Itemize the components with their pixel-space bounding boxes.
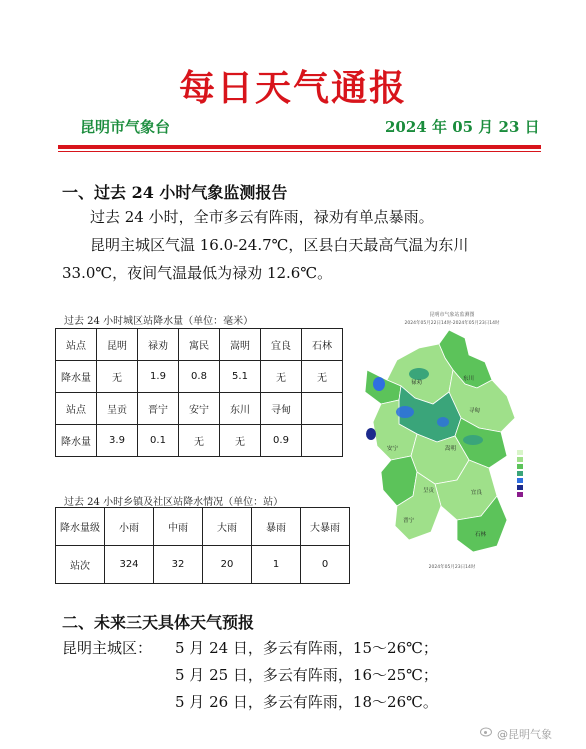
legend-swatch [517,450,523,455]
table-cell: 20 [203,546,252,584]
legend-swatch [517,457,523,462]
table-cell: 嵩明 [220,329,261,361]
map-title: 昆明市气象站监测图 [429,312,475,318]
table-cell: 大暴雨 [301,508,350,546]
table-cell: 站点 [56,393,97,425]
township-precip-table [55,507,350,584]
header-divider-thick [58,145,541,149]
map-footer: 2024年05月23日14时 [428,565,476,570]
table-cell: 1.9 [138,361,179,393]
map-label: 东川 [463,376,475,382]
map-label: 晋宁 [403,518,415,524]
map-label: 寻甸 [469,408,481,414]
table-cell: 呈贡 [97,393,138,425]
table-cell: 无 [261,361,302,393]
report-title: 每日天气通报 [178,67,407,109]
map-rain-patch [396,406,414,418]
weibo-icon [480,725,494,737]
legend-swatch [517,464,523,469]
table-cell: 宜良 [261,329,302,361]
city-precip-table [55,328,343,457]
section1-heading: 一、过去 24 小时气象监测报告 [62,183,288,202]
table-cell: 3.9 [97,425,138,457]
forecast-day1: 5 月 24 日，多云有阵雨，15～26℃； [175,639,438,657]
table-row [56,393,343,425]
table-cell: 中雨 [154,508,203,546]
legend-swatch [517,485,523,490]
map-label: 呈贡 [423,488,435,494]
table-cell: 无 [97,361,138,393]
forecast-prefix: 昆明主城区： [62,639,153,657]
table-cell: 无 [302,361,343,393]
legend-swatch [517,471,523,476]
forecast-day3: 5 月 26 日，多云有阵雨，18～26℃。 [175,693,438,711]
table-cell: 寻甸 [261,393,302,425]
map-label: 宜良 [471,490,483,496]
map-rain-patch [437,417,449,427]
issuer-name: 昆明市气象台 [80,118,171,136]
table-cell: 大雨 [203,508,252,546]
map-label: 嵩明 [445,446,457,452]
legend-swatch [517,492,523,497]
table-cell: 晋宁 [138,393,179,425]
table-cell: 安宁 [179,393,220,425]
report-date: 2024 年 05 月 23 日 [385,118,540,136]
table-cell: 昆明 [97,329,138,361]
table-cell: 站次 [56,546,105,584]
table-cell: 32 [154,546,203,584]
table-cell [302,393,343,425]
table1-caption: 过去 24 小时城区站降水量（单位：毫米） [64,316,254,327]
table-cell: 0 [301,546,350,584]
table-cell [302,425,343,457]
table-cell: 降水量 [56,361,97,393]
header-divider-thin [58,151,541,152]
table-cell: 5.1 [220,361,261,393]
map-subtitle: 2024年05月22日14时-2024年05月23日14时 [404,321,500,326]
table-row [56,425,343,457]
table-row [56,546,350,584]
table-cell: 寓民 [179,329,220,361]
table-row [56,508,350,546]
map-legend [517,450,523,497]
map-rain-patch [463,435,483,445]
section1-line2: 昆明主城区气温 16.0-24.7℃，区县白天最高气温为东川 [90,236,469,254]
legend-swatch [517,478,523,483]
table-cell: 禄劝 [138,329,179,361]
table-cell: 站点 [56,329,97,361]
precipitation-map [357,300,547,580]
table-cell: 东川 [220,393,261,425]
table-cell: 无 [220,425,261,457]
table-cell: 0.8 [179,361,220,393]
map-rain-patch [409,368,429,380]
section2-heading: 二、未来三天具体天气预报 [62,613,255,632]
table-cell: 降水量 [56,425,97,457]
table-cell: 0.1 [138,425,179,457]
forecast-day2: 5 月 25 日，多云有阵雨，16～25℃； [175,666,438,684]
table-cell: 无 [179,425,220,457]
table2-caption: 过去 24 小时乡镇及社区站降水情况（单位：站） [64,497,284,508]
map-rain-patch [373,377,385,391]
section1-line1: 过去 24 小时，全市多云有阵雨，禄劝有单点暴雨。 [90,208,434,226]
table-cell: 324 [105,546,154,584]
table-row [56,361,343,393]
table-cell: 1 [252,546,301,584]
table-cell: 石林 [302,329,343,361]
table-row [56,329,343,361]
table-cell: 降水量级 [56,508,105,546]
map-label: 安宁 [387,446,399,452]
map-rain-patch [366,428,376,440]
map-label: 禄劝 [411,380,423,386]
section1-line3: 33.0℃，夜间气温最低为禄劝 12.6℃。 [62,264,333,282]
map-label: 石林 [475,532,487,538]
table-cell: 小雨 [105,508,154,546]
table-cell: 暴雨 [252,508,301,546]
table-cell: 0.9 [261,425,302,457]
watermark: @昆明气象 [497,728,552,741]
